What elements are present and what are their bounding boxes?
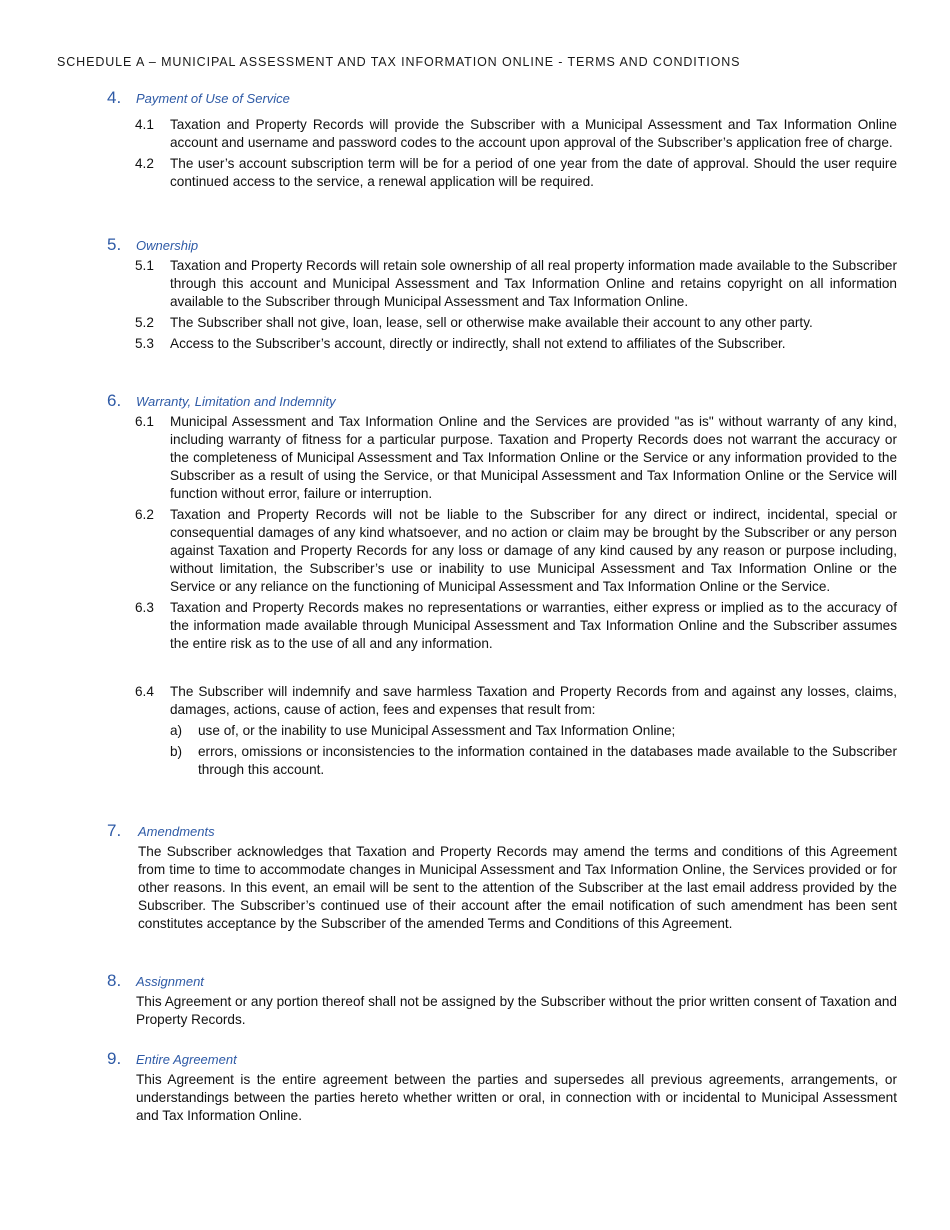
clause-6-2 xyxy=(107,506,897,596)
subclause-letter: a) xyxy=(170,723,183,738)
clause-4-2 xyxy=(107,155,897,191)
clause-number: 6.2 xyxy=(135,507,154,522)
section-title: Amendments xyxy=(138,824,215,839)
section-title: Entire Agreement xyxy=(136,1052,237,1067)
clause-number: 6.1 xyxy=(135,414,154,429)
clause-text: The Subscriber shall not give, loan, lease, sell or otherwise make available their account to any other party. xyxy=(170,315,813,330)
section-paragraph: The Subscriber acknowledges that Taxation and Property Records may amend the terms and conditions of this Agreement from time to time to accommodate changes in Municipal Assessment and Tax Information Online, the Services provided or for other reasons. In this event, an email will be sent to the attention of the Subscriber at the last email address provided by the Subscriber. The Subscriber’s continued use of their account after the email notification of such amendment has been sent constitutes acceptance by the Subscriber of the amended Terms and Conditions of this Agreement. xyxy=(138,844,897,931)
clause-number: 5.3 xyxy=(135,336,154,351)
clause-text: Access to the Subscriber’s account, directly or indirectly, shall not extend to affiliates of the Subscriber. xyxy=(170,336,786,351)
subclause-text: use of, or the inability to use Municipal Assessment and Tax Information Online; xyxy=(198,723,676,738)
section-number: 8. xyxy=(107,971,122,990)
clause-5-3 xyxy=(107,335,897,353)
clause-text: Municipal Assessment and Tax Information Online and the Services are provided "as is" without warranty of any kind, including warranty of fitness for a particular purpose. Taxation and Property Records does not warrant the accuracy or the completeness of Municipal Assessment and Tax Information Online or the Service or any information provided to the Subscriber as a result of using the Service, or that Municipal Assessment and Tax Information Online or the Service will function without error, failure or interruption. xyxy=(170,414,897,501)
clause-5-1 xyxy=(107,257,897,311)
section-number: 6. xyxy=(107,391,122,410)
section-number: 9. xyxy=(107,1049,122,1068)
section-6 xyxy=(107,391,897,782)
section-paragraph: This Agreement is the entire agreement between the parties and supersedes all previous agreements, arrangements, or understandings between the parties hereto whether written or oral, in connection with or incidental to Municipal Assessment and Tax Information Online. xyxy=(136,1072,897,1123)
subclause-text: errors, omissions or inconsistencies to the information contained in the databases made available to the Subscriber through this account. xyxy=(198,744,897,777)
section-heading xyxy=(107,1049,897,1071)
section-number: 7. xyxy=(107,821,122,840)
section-title: Assignment xyxy=(136,974,204,989)
section-heading xyxy=(107,235,897,257)
clause-text: Taxation and Property Records makes no representations or warranties, either express or implied as to the accuracy of the information made available through Municipal Assessment and Tax Information Online and the Subscriber assumes the entire risk as to the use of all and any information. xyxy=(170,600,897,651)
clause-4-1 xyxy=(107,116,897,152)
clause-6-4 xyxy=(107,683,897,719)
section-title: Ownership xyxy=(136,238,199,253)
section-5 xyxy=(107,235,897,356)
section-number: 4. xyxy=(107,88,122,107)
section-4 xyxy=(107,88,897,194)
section-heading xyxy=(107,971,897,993)
clause-number: 5.1 xyxy=(135,258,154,273)
section-title: Payment of Use of Service xyxy=(136,91,290,106)
clause-text: The user’s account subscription term will be for a period of one year from the date of approval. Should the user require continued access to the service, a renewal application will be required. xyxy=(170,156,897,189)
clause-text: Taxation and Property Records will retain sole ownership of all real property information made available to the Subscriber through this account and Municipal Assessment and Tax Information Online and retains copyright on all information available to the Subscriber through Municipal Assessment and Tax Information Online. xyxy=(170,258,897,309)
clause-number: 6.4 xyxy=(135,684,154,699)
clause-6-3 xyxy=(107,599,897,653)
clause-number: 5.2 xyxy=(135,315,154,330)
section-title: Warranty, Limitation and Indemnity xyxy=(136,394,336,409)
section-9 xyxy=(107,1049,897,1125)
schedule-title: SCHEDULE A – MUNICIPAL ASSESSMENT AND TAX INFORMATION ONLINE - TERMS AND CONDITIONS xyxy=(57,55,741,69)
section-paragraph: This Agreement or any portion thereof shall not be assigned by the Subscriber without the prior written consent of Taxation and Property Records. xyxy=(136,994,897,1027)
clause-5-2 xyxy=(107,314,897,332)
section-heading xyxy=(107,391,897,413)
clause-6-1 xyxy=(107,413,897,503)
clause-number: 6.3 xyxy=(135,600,154,615)
section-8 xyxy=(107,971,897,1029)
section-number: 5. xyxy=(107,235,122,254)
clause-6-4-a xyxy=(107,722,897,740)
clause-number: 4.1 xyxy=(135,117,154,132)
clause-number: 4.2 xyxy=(135,156,154,171)
clause-text: Taxation and Property Records will not be liable to the Subscriber for any direct or indirect, incidental, special or consequential damages of any kind whatsoever, and no action or claim may be brought by the Subscriber or any person against Taxation and Property Records for any loss or damage of any kind caused by any reason or purpose including, without limitation, the Subscriber’s use or inability to use Municipal Assessment and Tax Information Online or the Service or any reliance on the functioning of Municipal Assessment and Tax Information Online or the Service. xyxy=(170,507,897,594)
section-heading xyxy=(107,88,897,110)
clause-6-4-b xyxy=(107,743,897,779)
section-7 xyxy=(107,821,897,933)
section-heading xyxy=(107,821,897,843)
clause-text: The Subscriber will indemnify and save harmless Taxation and Property Records from and against any losses, claims, damages, actions, cause of action, fees and expenses that result from: xyxy=(170,684,897,717)
subclause-letter: b) xyxy=(170,744,183,759)
clause-text: Taxation and Property Records will provide the Subscriber with a Municipal Assessment and Tax Information Online account and username and password codes to the account upon approval of the Subscriber’s application free of charge. xyxy=(170,117,897,150)
